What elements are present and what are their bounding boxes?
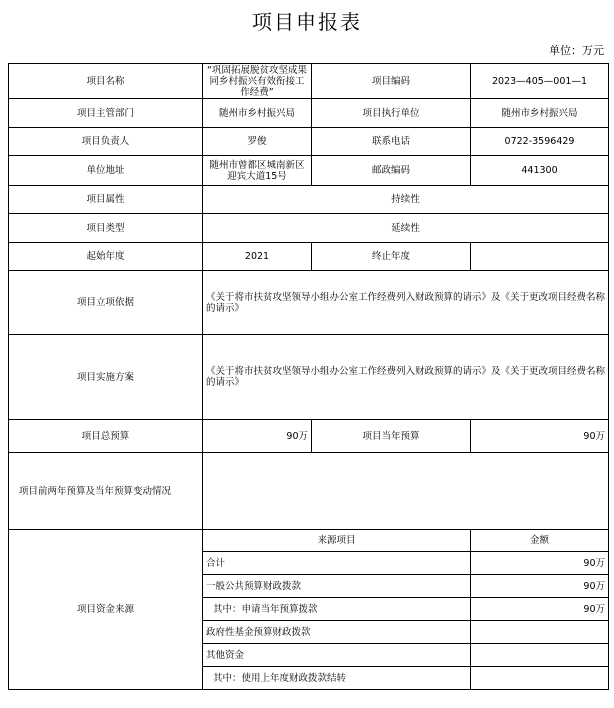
end-year-label: 终止年度 bbox=[312, 243, 471, 271]
project-code-value: 2023—405—001—1 bbox=[471, 64, 609, 99]
phone-value: 0722-3596429 bbox=[471, 128, 609, 156]
fund-item-label: 其中：申请当年预算拨款 bbox=[203, 598, 471, 621]
type-value: 延续性 bbox=[203, 214, 609, 243]
attribute-value: 持续性 bbox=[203, 186, 609, 214]
fund-item-amount: 90万 bbox=[471, 598, 609, 621]
leader-label: 项目负责人 bbox=[9, 128, 203, 156]
basis-value: 《关于将市扶贫攻坚领导小组办公室工作经费列入财政预算的请示》及《关于更改项目经费名称的请示》 bbox=[203, 271, 609, 335]
table-row bbox=[9, 243, 609, 271]
dept-value: 随州市乡村振兴局 bbox=[203, 99, 312, 128]
phone-label: 联系电话 bbox=[312, 128, 471, 156]
fund-source-header: 来源项目 bbox=[203, 530, 471, 552]
exec-unit-label: 项目执行单位 bbox=[312, 99, 471, 128]
project-application-table bbox=[8, 63, 609, 690]
dept-label: 项目主管部门 bbox=[9, 99, 203, 128]
year-budget-label: 项目当年预算 bbox=[312, 420, 471, 453]
plan-value: 《关于将市扶贫攻坚领导小组办公室工作经费列入财政预算的请示》及《关于更改项目经费名称的请示》 bbox=[203, 335, 609, 420]
table-row bbox=[9, 186, 609, 214]
project-code-label: 项目编码 bbox=[312, 64, 471, 99]
unit-label: 单位：万元 bbox=[549, 44, 604, 57]
fund-amount-header: 金额 bbox=[471, 530, 609, 552]
fund-item-label: 政府性基金预算财政拨款 bbox=[203, 621, 471, 644]
zip-value: 441300 bbox=[471, 156, 609, 186]
fund-item-amount bbox=[471, 644, 609, 667]
fund-item-label: 合计 bbox=[203, 552, 471, 575]
fund-item-label: 一般公共预算财政拨款 bbox=[203, 575, 471, 598]
fund-item-label: 其他资金 bbox=[203, 644, 471, 667]
budget-change-value bbox=[203, 453, 609, 530]
total-budget-label: 项目总预算 bbox=[9, 420, 203, 453]
plan-label: 项目实施方案 bbox=[9, 335, 203, 420]
start-year-label: 起始年度 bbox=[9, 243, 203, 271]
table-row bbox=[9, 453, 609, 530]
address-label: 单位地址 bbox=[9, 156, 203, 186]
address-value: 随州市曾都区城南新区迎宾大道15号 bbox=[203, 156, 312, 186]
start-year-value: 2021 bbox=[203, 243, 312, 271]
basis-label: 项目立项依据 bbox=[9, 271, 203, 335]
table-row bbox=[9, 530, 609, 552]
attribute-label: 项目属性 bbox=[9, 186, 203, 214]
table-row bbox=[9, 99, 609, 128]
project-name-label: 项目名称 bbox=[9, 64, 203, 99]
budget-change-label: 项目前两年预算及当年预算变动情况 bbox=[9, 453, 203, 530]
table-row bbox=[9, 335, 609, 420]
table-row bbox=[9, 214, 609, 243]
fund-item-label: 其中：使用上年度财政拨款结转 bbox=[203, 667, 471, 690]
table-row bbox=[9, 156, 609, 186]
zip-label: 邮政编码 bbox=[312, 156, 471, 186]
exec-unit-value: 随州市乡村振兴局 bbox=[471, 99, 609, 128]
fund-source-label: 项目资金来源 bbox=[9, 530, 203, 690]
fund-item-amount bbox=[471, 621, 609, 644]
total-budget-value: 90万 bbox=[203, 420, 312, 453]
end-year-value bbox=[471, 243, 609, 271]
year-budget-value: 90万 bbox=[471, 420, 609, 453]
table-row bbox=[9, 271, 609, 335]
leader-value: 罗俊 bbox=[203, 128, 312, 156]
project-name-value: “巩固拓展脱贫攻坚成果同乡村振兴有效衔接工作经费” bbox=[203, 64, 312, 99]
page-title: 项目申报表 bbox=[252, 10, 362, 34]
type-label: 项目类型 bbox=[9, 214, 203, 243]
table-row bbox=[9, 128, 609, 156]
fund-item-amount bbox=[471, 667, 609, 690]
table-row bbox=[9, 420, 609, 453]
fund-item-amount: 90万 bbox=[471, 552, 609, 575]
fund-item-amount: 90万 bbox=[471, 575, 609, 598]
table-row bbox=[9, 64, 609, 99]
